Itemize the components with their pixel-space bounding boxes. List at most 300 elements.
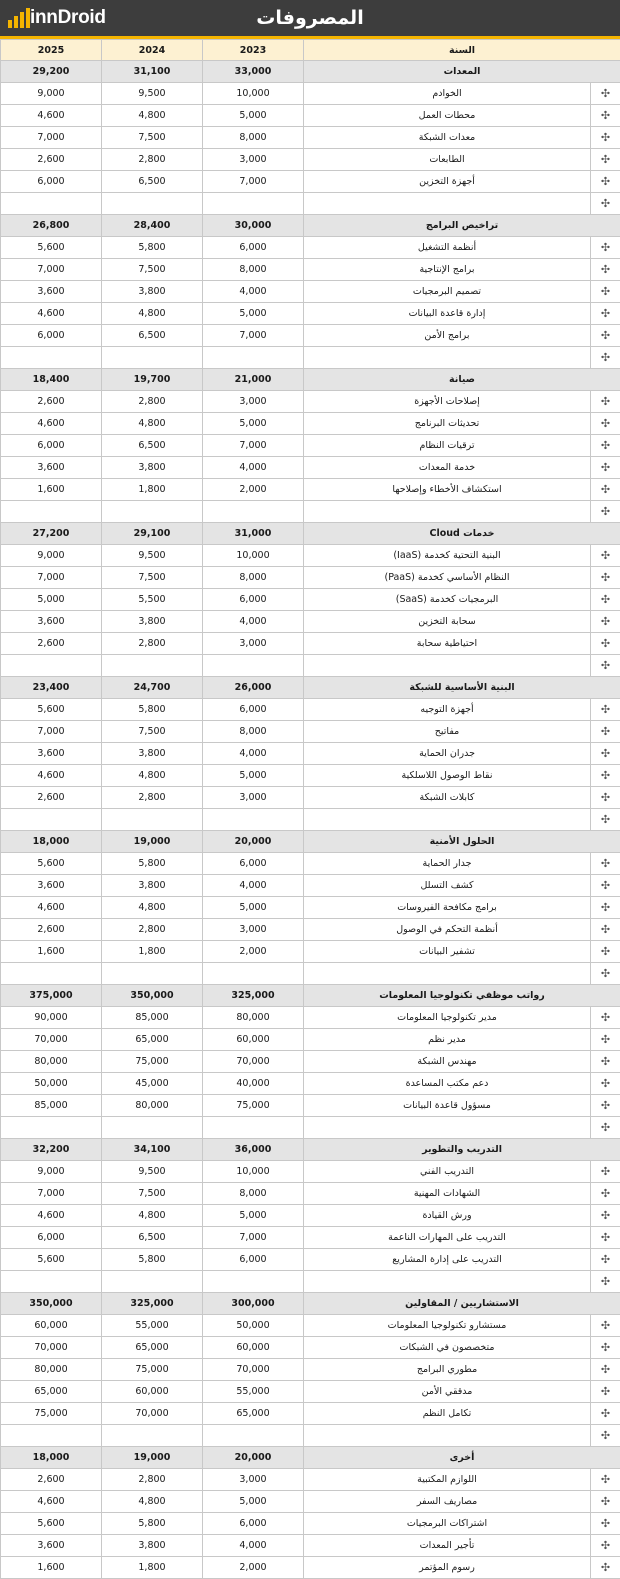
empty-cell: [203, 1425, 304, 1447]
move-icon[interactable]: ✣: [591, 545, 620, 567]
item-value: 2,000: [203, 941, 304, 963]
blank-row: [1, 501, 620, 523]
item-value: 3,000: [203, 633, 304, 655]
item-label: مدققي الأمن: [304, 1381, 591, 1403]
table-row: [1, 105, 620, 127]
item-value: 2,600: [1, 787, 102, 809]
empty-cell: [203, 501, 304, 523]
table-row: [1, 281, 620, 303]
item-value: 7,500: [102, 567, 203, 589]
move-icon[interactable]: ✣: [591, 413, 620, 435]
move-icon[interactable]: ✣: [591, 1403, 620, 1425]
item-value: 8,000: [203, 567, 304, 589]
move-icon[interactable]: ✣: [591, 589, 620, 611]
blank-row: [1, 655, 620, 677]
blank-row: [1, 347, 620, 369]
move-icon[interactable]: ✣: [591, 1271, 620, 1293]
move-icon[interactable]: ✣: [591, 1381, 620, 1403]
section-row: [1, 1139, 620, 1161]
table-row: [1, 875, 620, 897]
item-value: 4,800: [102, 897, 203, 919]
empty-cell: [304, 501, 591, 523]
item-label: أنظمة التحكم في الوصول: [304, 919, 591, 941]
item-value: 2,800: [102, 787, 203, 809]
item-label: إصلاحات الأجهزة: [304, 391, 591, 413]
section-total: 23,400: [1, 677, 102, 699]
item-value: 5,800: [102, 237, 203, 259]
item-value: 4,000: [203, 457, 304, 479]
empty-cell: [102, 1271, 203, 1293]
item-label: استكشاف الأخطاء وإصلاحها: [304, 479, 591, 501]
item-value: 80,000: [1, 1051, 102, 1073]
item-label: مهندس الشبكة: [304, 1051, 591, 1073]
item-label: كابلات الشبكة: [304, 787, 591, 809]
item-label: برامج الإنتاجية: [304, 259, 591, 281]
empty-cell: [1, 655, 102, 677]
item-value: 85,000: [102, 1007, 203, 1029]
item-value: 1,800: [102, 1557, 203, 1579]
item-value: 4,600: [1, 303, 102, 325]
blank-row: [1, 193, 620, 215]
section-total: 19,000: [102, 1447, 203, 1469]
item-value: 2,800: [102, 149, 203, 171]
item-value: 60,000: [102, 1381, 203, 1403]
item-value: 65,000: [102, 1337, 203, 1359]
move-icon[interactable]: ✣: [591, 501, 620, 523]
move-icon[interactable]: ✣: [591, 787, 620, 809]
item-value: 9,000: [1, 83, 102, 105]
item-value: 1,800: [102, 941, 203, 963]
item-value: 85,000: [1, 1095, 102, 1117]
section-total: 32,200: [1, 1139, 102, 1161]
item-value: 70,000: [203, 1051, 304, 1073]
item-value: 7,500: [102, 127, 203, 149]
item-label: تشفير البيانات: [304, 941, 591, 963]
section-total: 300,000: [203, 1293, 304, 1315]
move-icon[interactable]: ✣: [591, 171, 620, 193]
empty-cell: [1, 809, 102, 831]
item-value: 6,000: [203, 853, 304, 875]
item-value: 45,000: [102, 1073, 203, 1095]
empty-cell: [102, 1117, 203, 1139]
table-row: [1, 699, 620, 721]
move-icon[interactable]: ✣: [591, 765, 620, 787]
move-icon[interactable]: ✣: [591, 391, 620, 413]
section-total: 19,000: [102, 831, 203, 853]
item-label: ورش القيادة: [304, 1205, 591, 1227]
item-value: 7,500: [102, 721, 203, 743]
empty-cell: [1, 1425, 102, 1447]
section-title: صيانة: [304, 369, 620, 391]
empty-cell: [203, 655, 304, 677]
table-row: [1, 567, 620, 589]
move-icon[interactable]: ✣: [591, 237, 620, 259]
section-row: [1, 1447, 620, 1469]
table-row: [1, 1403, 620, 1425]
item-value: 5,000: [203, 765, 304, 787]
empty-cell: [102, 501, 203, 523]
section-total: 18,000: [1, 1447, 102, 1469]
item-label: أجهزة التوجيه: [304, 699, 591, 721]
section-total: 34,100: [102, 1139, 203, 1161]
item-value: 8,000: [203, 721, 304, 743]
item-value: 70,000: [1, 1029, 102, 1051]
item-value: 3,800: [102, 743, 203, 765]
move-icon[interactable]: ✣: [591, 259, 620, 281]
move-icon[interactable]: ✣: [591, 347, 620, 369]
item-value: 2,800: [102, 919, 203, 941]
item-value: 90,000: [1, 1007, 102, 1029]
item-value: 7,000: [1, 127, 102, 149]
item-value: 75,000: [203, 1095, 304, 1117]
item-value: 5,000: [203, 303, 304, 325]
item-value: 5,800: [102, 853, 203, 875]
move-icon[interactable]: ✣: [591, 435, 620, 457]
item-value: 55,000: [203, 1381, 304, 1403]
item-value: 5,800: [102, 699, 203, 721]
item-value: 3,600: [1, 743, 102, 765]
item-value: 5,000: [203, 413, 304, 435]
item-value: 5,000: [203, 1205, 304, 1227]
item-value: 10,000: [203, 83, 304, 105]
section-title: الحلول الأمنية: [304, 831, 620, 853]
item-value: 6,500: [102, 435, 203, 457]
item-value: 4,600: [1, 765, 102, 787]
item-value: 8,000: [203, 1183, 304, 1205]
section-total: 31,100: [102, 61, 203, 83]
move-icon[interactable]: ✣: [591, 633, 620, 655]
table-row: [1, 1557, 620, 1579]
move-icon[interactable]: ✣: [591, 1227, 620, 1249]
item-label: مطوري البرامج: [304, 1359, 591, 1381]
item-label: مدير تكنولوجيا المعلومات: [304, 1007, 591, 1029]
move-icon[interactable]: ✣: [591, 1469, 620, 1491]
table-row: [1, 1007, 620, 1029]
item-value: 4,600: [1, 413, 102, 435]
item-value: 65,000: [102, 1029, 203, 1051]
empty-cell: [102, 963, 203, 985]
table-row: [1, 1381, 620, 1403]
section-title: الاستشاريين / المقاولين: [304, 1293, 620, 1315]
move-icon[interactable]: ✣: [591, 809, 620, 831]
item-value: 4,800: [102, 1205, 203, 1227]
item-label: خدمة المعدات: [304, 457, 591, 479]
section-total: 30,000: [203, 215, 304, 237]
empty-cell: [203, 347, 304, 369]
move-icon[interactable]: ✣: [591, 1491, 620, 1513]
blank-row: [1, 1271, 620, 1293]
move-icon[interactable]: ✣: [591, 567, 620, 589]
empty-cell: [102, 193, 203, 215]
empty-cell: [1, 963, 102, 985]
item-value: 6,000: [1, 171, 102, 193]
item-value: 3,600: [1, 1535, 102, 1557]
table-row: [1, 545, 620, 567]
section-total: 18,000: [1, 831, 102, 853]
table-row: [1, 919, 620, 941]
table-row: [1, 1183, 620, 1205]
item-value: 7,500: [102, 259, 203, 281]
item-label: جدار الحماية: [304, 853, 591, 875]
item-value: 5,600: [1, 853, 102, 875]
empty-cell: [203, 963, 304, 985]
empty-cell: [1, 1271, 102, 1293]
move-icon[interactable]: ✣: [591, 611, 620, 633]
move-icon[interactable]: ✣: [591, 875, 620, 897]
section-row: [1, 677, 620, 699]
table-row: [1, 1469, 620, 1491]
move-icon[interactable]: ✣: [591, 1029, 620, 1051]
item-label: أنظمة التشغيل: [304, 237, 591, 259]
move-icon[interactable]: ✣: [591, 941, 620, 963]
section-total: 26,800: [1, 215, 102, 237]
move-icon[interactable]: ✣: [591, 1425, 620, 1447]
item-value: 2,000: [203, 479, 304, 501]
move-icon[interactable]: ✣: [591, 193, 620, 215]
table-row: [1, 391, 620, 413]
item-label: مدير نظم: [304, 1029, 591, 1051]
item-value: 3,800: [102, 457, 203, 479]
move-icon[interactable]: ✣: [591, 1183, 620, 1205]
item-value: 60,000: [203, 1337, 304, 1359]
move-icon[interactable]: ✣: [591, 1535, 620, 1557]
table-row: [1, 1491, 620, 1513]
empty-cell: [304, 347, 591, 369]
item-value: 2,600: [1, 633, 102, 655]
move-icon[interactable]: ✣: [591, 281, 620, 303]
section-total: 31,000: [203, 523, 304, 545]
move-icon[interactable]: ✣: [591, 1557, 620, 1579]
item-label: النظام الأساسي كخدمة (PaaS): [304, 567, 591, 589]
empty-cell: [102, 1425, 203, 1447]
move-icon[interactable]: ✣: [591, 1117, 620, 1139]
table-row: [1, 1337, 620, 1359]
item-value: 4,000: [203, 1535, 304, 1557]
item-label: ترقيات النظام: [304, 435, 591, 457]
item-value: 5,500: [102, 589, 203, 611]
move-icon[interactable]: ✣: [591, 1095, 620, 1117]
item-value: 6,000: [203, 589, 304, 611]
item-value: 1,600: [1, 479, 102, 501]
table-row: [1, 611, 620, 633]
move-icon[interactable]: ✣: [591, 1161, 620, 1183]
section-total: 325,000: [102, 1293, 203, 1315]
table-row: [1, 1095, 620, 1117]
item-value: 65,000: [1, 1381, 102, 1403]
item-value: 7,000: [203, 435, 304, 457]
section-row: [1, 985, 620, 1007]
empty-cell: [102, 809, 203, 831]
section-row: [1, 831, 620, 853]
section-row: [1, 1293, 620, 1315]
section-total: 36,000: [203, 1139, 304, 1161]
move-icon[interactable]: ✣: [591, 699, 620, 721]
item-value: 50,000: [203, 1315, 304, 1337]
section-total: 21,000: [203, 369, 304, 391]
empty-cell: [304, 1117, 591, 1139]
section-title: تراخيص البرامج: [304, 215, 620, 237]
item-label: سحابة التخزين: [304, 611, 591, 633]
empty-cell: [203, 809, 304, 831]
table-row: [1, 1051, 620, 1073]
empty-cell: [203, 1117, 304, 1139]
empty-cell: [1, 501, 102, 523]
table-row: [1, 1227, 620, 1249]
item-label: مصاريف السفر: [304, 1491, 591, 1513]
item-value: 7,000: [203, 325, 304, 347]
section-title: خدمات Cloud: [304, 523, 620, 545]
move-icon[interactable]: ✣: [591, 1249, 620, 1271]
section-total: 29,100: [102, 523, 203, 545]
table-row: [1, 237, 620, 259]
item-value: 5,800: [102, 1249, 203, 1271]
item-value: 80,000: [1, 1359, 102, 1381]
table-row: [1, 1205, 620, 1227]
table-row: [1, 721, 620, 743]
item-value: 6,000: [203, 699, 304, 721]
item-value: 5,000: [203, 1491, 304, 1513]
move-icon[interactable]: ✣: [591, 1205, 620, 1227]
item-value: 3,800: [102, 611, 203, 633]
item-value: 6,000: [203, 237, 304, 259]
table-row: [1, 479, 620, 501]
item-value: 5,600: [1, 237, 102, 259]
item-value: 9,000: [1, 1161, 102, 1183]
table-row: [1, 325, 620, 347]
empty-cell: [1, 347, 102, 369]
table-row: [1, 1513, 620, 1535]
item-value: 7,000: [1, 1183, 102, 1205]
move-icon[interactable]: ✣: [591, 479, 620, 501]
table-row: [1, 1073, 620, 1095]
item-value: 5,000: [203, 105, 304, 127]
item-value: 70,000: [102, 1403, 203, 1425]
item-value: 4,600: [1, 1491, 102, 1513]
item-value: 3,000: [203, 1469, 304, 1491]
move-icon[interactable]: ✣: [591, 303, 620, 325]
move-icon[interactable]: ✣: [591, 1315, 620, 1337]
item-value: 2,800: [102, 633, 203, 655]
item-label: معدات الشبكة: [304, 127, 591, 149]
item-value: 4,800: [102, 765, 203, 787]
expenses-table: [0, 39, 620, 1579]
item-label: البرمجيات كخدمة (SaaS): [304, 589, 591, 611]
item-label: إدارة قاعدة البيانات: [304, 303, 591, 325]
move-icon[interactable]: ✣: [591, 457, 620, 479]
item-value: 7,000: [203, 1227, 304, 1249]
section-total: 20,000: [203, 831, 304, 853]
empty-cell: [102, 655, 203, 677]
item-value: 9,500: [102, 83, 203, 105]
move-icon[interactable]: ✣: [591, 655, 620, 677]
item-value: 10,000: [203, 1161, 304, 1183]
item-value: 9,500: [102, 1161, 203, 1183]
item-value: 6,000: [1, 325, 102, 347]
table-row: [1, 127, 620, 149]
logo-text: innDroid: [30, 7, 106, 29]
empty-cell: [304, 1271, 591, 1293]
move-icon[interactable]: ✣: [591, 149, 620, 171]
section-row: [1, 61, 620, 83]
move-icon[interactable]: ✣: [591, 897, 620, 919]
table-row: [1, 303, 620, 325]
move-icon[interactable]: ✣: [591, 1337, 620, 1359]
move-icon[interactable]: ✣: [591, 1359, 620, 1381]
table-row: [1, 589, 620, 611]
move-icon[interactable]: ✣: [591, 721, 620, 743]
blank-row: [1, 1117, 620, 1139]
move-icon[interactable]: ✣: [591, 325, 620, 347]
empty-cell: [304, 655, 591, 677]
move-icon[interactable]: ✣: [591, 1513, 620, 1535]
move-icon[interactable]: ✣: [591, 83, 620, 105]
table-row: [1, 1249, 620, 1271]
item-label: مفاتيح: [304, 721, 591, 743]
item-value: 2,600: [1, 391, 102, 413]
move-icon[interactable]: ✣: [591, 1051, 620, 1073]
move-icon[interactable]: ✣: [591, 1073, 620, 1095]
item-value: 8,000: [203, 259, 304, 281]
item-value: 4,000: [203, 281, 304, 303]
empty-cell: [203, 1271, 304, 1293]
item-label: الطابعات: [304, 149, 591, 171]
section-total: 24,700: [102, 677, 203, 699]
year-label: السنة: [304, 40, 620, 61]
item-value: 75,000: [1, 1403, 102, 1425]
item-label: احتياطية سحابة: [304, 633, 591, 655]
item-value: 1,600: [1, 1557, 102, 1579]
section-total: 325,000: [203, 985, 304, 1007]
section-total: 350,000: [102, 985, 203, 1007]
item-value: 4,600: [1, 1205, 102, 1227]
item-value: 4,800: [102, 1491, 203, 1513]
section-total: 350,000: [1, 1293, 102, 1315]
item-value: 2,600: [1, 149, 102, 171]
move-icon[interactable]: ✣: [591, 1007, 620, 1029]
expenses-table-body: [1, 40, 620, 1579]
section-total: 375,000: [1, 985, 102, 1007]
move-icon[interactable]: ✣: [591, 105, 620, 127]
empty-cell: [1, 193, 102, 215]
table-row: [1, 1161, 620, 1183]
item-label: رسوم المؤتمر: [304, 1557, 591, 1579]
year-2024: 2024: [102, 40, 203, 61]
section-total: 26,000: [203, 677, 304, 699]
item-label: محطات العمل: [304, 105, 591, 127]
item-value: 3,800: [102, 1535, 203, 1557]
move-icon[interactable]: ✣: [591, 127, 620, 149]
move-icon[interactable]: ✣: [591, 853, 620, 875]
move-icon[interactable]: ✣: [591, 919, 620, 941]
item-label: التدريب الفني: [304, 1161, 591, 1183]
item-label: اشتراكات البرمجيات: [304, 1513, 591, 1535]
item-value: 4,800: [102, 105, 203, 127]
table-row: [1, 259, 620, 281]
item-label: تأجير المعدات: [304, 1535, 591, 1557]
item-label: الخوادم: [304, 83, 591, 105]
item-value: 70,000: [203, 1359, 304, 1381]
table-row: [1, 853, 620, 875]
blank-row: [1, 963, 620, 985]
item-value: 75,000: [102, 1359, 203, 1381]
item-value: 3,600: [1, 281, 102, 303]
move-icon[interactable]: ✣: [591, 963, 620, 985]
item-value: 6,500: [102, 1227, 203, 1249]
move-icon[interactable]: ✣: [591, 743, 620, 765]
year-header-row: [1, 40, 620, 61]
empty-cell: [1, 1117, 102, 1139]
item-value: 9,000: [1, 545, 102, 567]
